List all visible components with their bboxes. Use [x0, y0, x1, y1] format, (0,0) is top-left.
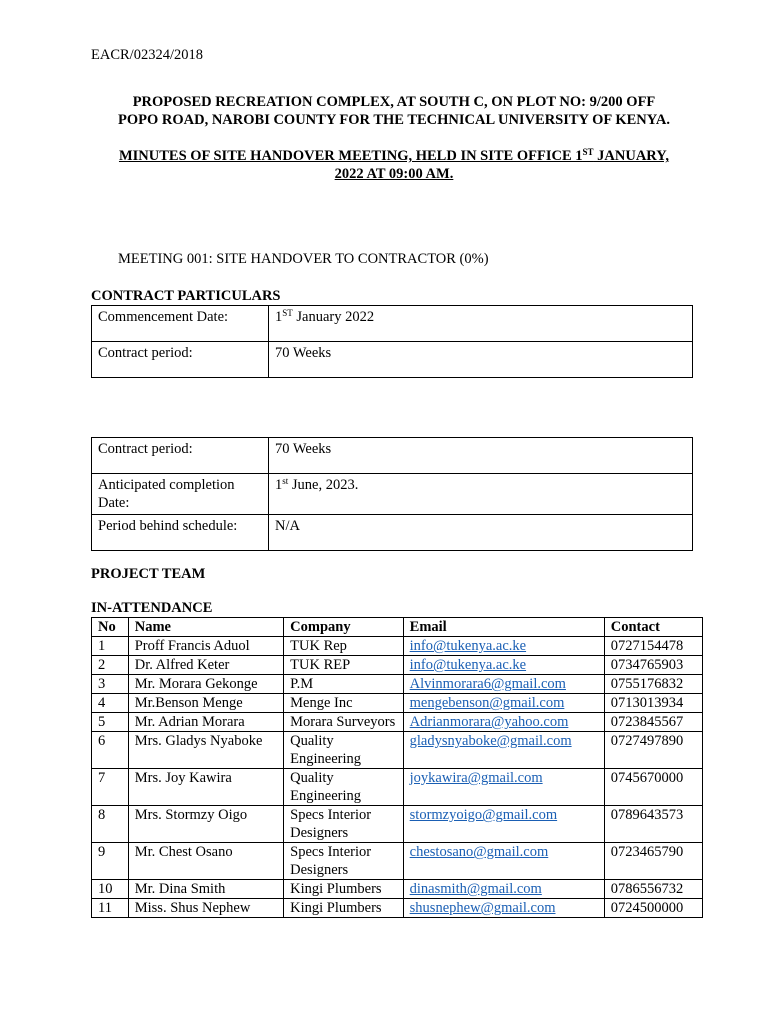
- attendance-row: [92, 843, 703, 880]
- attendance-contact: 0786556732: [604, 880, 702, 899]
- contract-value-sup: ST: [282, 308, 293, 318]
- attendance-email-link[interactable]: shusnephew@gmail.com: [409, 900, 556, 917]
- minutes-title-line2: 2022 AT 09:00 AM.: [334, 166, 454, 183]
- contract-label: Contract period:: [92, 438, 269, 474]
- contract-row: [92, 306, 693, 342]
- attendance-row: [92, 694, 703, 713]
- attendance-email-cell: [403, 769, 604, 806]
- contract-value: [269, 306, 693, 342]
- attendance-email-link[interactable]: dinasmith@gmail.com: [409, 881, 542, 898]
- attendance-no: 1: [92, 637, 129, 656]
- attendance-company: Specs Interior Designers: [284, 806, 404, 843]
- attendance-row: [92, 769, 703, 806]
- attendance-company: Morara Surveyors: [284, 713, 404, 732]
- attendance-row: [92, 713, 703, 732]
- project-title-line1: PROPOSED RECREATION COMPLEX, AT SOUTH C, ON PLOT NO: 9/200 OFF: [132, 94, 656, 110]
- attendance-row: [92, 656, 703, 675]
- contract-value-text: 1: [275, 477, 283, 493]
- contract-particulars-heading: CONTRACT PARTICULARS: [91, 288, 281, 304]
- attendance-email-link[interactable]: mengebenson@gmail.com: [409, 695, 565, 712]
- attendance-name: Mr. Chest Osano: [128, 843, 283, 880]
- attendance-contact: 0723465790: [604, 843, 702, 880]
- contract-value: [269, 515, 693, 551]
- attendance-email-cell: [403, 694, 604, 713]
- attendance-email-link[interactable]: chestosano@gmail.com: [409, 844, 549, 861]
- attendance-header-cell: Company: [284, 618, 404, 637]
- attendance-email-cell: [403, 713, 604, 732]
- contract-row: [92, 342, 693, 378]
- contract-value: [269, 438, 693, 474]
- attendance-name: Mrs. Joy Kawira: [128, 769, 283, 806]
- attendance-no: 7: [92, 769, 129, 806]
- attendance-name: Mr. Morara Gekonge: [128, 675, 283, 694]
- attendance-row: [92, 880, 703, 899]
- contract-value-text: 70 Weeks: [275, 441, 332, 457]
- minutes-title-sup: ST: [582, 147, 594, 157]
- contract-value: [269, 342, 693, 378]
- attendance-contact: 0745670000: [604, 769, 702, 806]
- minutes-title-line1: [80, 147, 708, 165]
- attendance-email-cell: [403, 843, 604, 880]
- attendance-company: Kingi Plumbers: [284, 899, 404, 918]
- attendance-email-link[interactable]: info@tukenya.ac.ke: [409, 657, 527, 674]
- contract-value-text: 1: [275, 309, 283, 325]
- attendance-header-cell: Email: [403, 618, 604, 637]
- attendance-row: [92, 637, 703, 656]
- contract-label: Anticipated completion Date:: [92, 474, 269, 515]
- project-title-line2: POPO ROAD, NAROBI COUNTY FOR THE TECHNICAL UNIVERSITY OF KENYA.: [117, 112, 670, 129]
- attendance-name: Dr. Alfred Keter: [128, 656, 283, 675]
- attendance-email-link[interactable]: info@tukenya.ac.ke: [409, 638, 527, 655]
- document-reference: EACR/02324/2018: [91, 47, 203, 63]
- attendance-no: 5: [92, 713, 129, 732]
- attendance-email-link[interactable]: Adrianmorara@yahoo.com: [409, 714, 569, 731]
- attendance-no: 2: [92, 656, 129, 675]
- attendance-email-cell: [403, 732, 604, 769]
- attendance-company: Quality Engineering: [284, 732, 404, 769]
- contract-row: [92, 474, 693, 515]
- attendance-name: Mr. Dina Smith: [128, 880, 283, 899]
- attendance-email-link[interactable]: joykawira@gmail.com: [409, 770, 543, 787]
- attendance-contact: 0727497890: [604, 732, 702, 769]
- contract-label: Commencement Date:: [92, 306, 269, 342]
- minutes-title-text: MINUTES OF SITE HANDOVER MEETING, HELD IN SITE OFFICE 1: [118, 148, 583, 164]
- attendance-company: Menge Inc: [284, 694, 404, 713]
- attendance-row: [92, 732, 703, 769]
- attendance-company: P.M: [284, 675, 404, 694]
- attendance-name: Mrs. Stormzy Oigo: [128, 806, 283, 843]
- contract-label: Period behind schedule:: [92, 515, 269, 551]
- project-team-heading: PROJECT TEAM: [91, 566, 206, 582]
- attendance-no: 10: [92, 880, 129, 899]
- attendance-email-cell: [403, 637, 604, 656]
- contract-row: [92, 515, 693, 551]
- attendance-email-cell: [403, 675, 604, 694]
- attendance-name: Mrs. Gladys Nyaboke: [128, 732, 283, 769]
- attendance-email-link[interactable]: Alvinmorara6@gmail.com: [409, 676, 566, 693]
- contract-particulars-table: [91, 305, 693, 378]
- attendance-contact: 0789643573: [604, 806, 702, 843]
- project-title: [80, 93, 708, 129]
- attendance-name: Mr.Benson Menge: [128, 694, 283, 713]
- contract-value-text-end: January 2022: [292, 309, 375, 325]
- attendance-company: Kingi Plumbers: [284, 880, 404, 899]
- attendance-no: 9: [92, 843, 129, 880]
- attendance-no: 8: [92, 806, 129, 843]
- attendance-name: Miss. Shus Nephew: [128, 899, 283, 918]
- attendance-email-link[interactable]: gladysnyaboke@gmail.com: [409, 733, 572, 750]
- attendance-contact: 0734765903: [604, 656, 702, 675]
- attendance-no: 6: [92, 732, 129, 769]
- attendance-company: TUK Rep: [284, 637, 404, 656]
- attendance-no: 3: [92, 675, 129, 694]
- attendance-table: [91, 617, 703, 918]
- attendance-company: Specs Interior Designers: [284, 843, 404, 880]
- attendance-contact: 0723845567: [604, 713, 702, 732]
- attendance-name: Proff Francis Aduol: [128, 637, 283, 656]
- in-attendance-heading: IN-ATTENDANCE: [91, 600, 213, 616]
- attendance-email-cell: [403, 656, 604, 675]
- minutes-title-text-end: JANUARY,: [593, 148, 670, 164]
- contract-row: [92, 438, 693, 474]
- attendance-contact: 0755176832: [604, 675, 702, 694]
- attendance-email-link[interactable]: stormzyoigo@gmail.com: [409, 807, 558, 824]
- attendance-contact: 0724500000: [604, 899, 702, 918]
- attendance-email-cell: [403, 880, 604, 899]
- attendance-row: [92, 899, 703, 918]
- minutes-title: [80, 147, 708, 183]
- contract-value-text: N/A: [275, 518, 300, 535]
- meeting-line: MEETING 001: SITE HANDOVER TO CONTRACTOR (0%): [118, 251, 489, 267]
- contract-value: [269, 474, 693, 515]
- attendance-no: 11: [92, 899, 129, 918]
- attendance-header-cell: Contact: [604, 618, 702, 637]
- attendance-header-cell: No: [92, 618, 129, 637]
- attendance-company: TUK REP: [284, 656, 404, 675]
- attendance-header-row: [92, 618, 703, 637]
- attendance-company: Quality Engineering: [284, 769, 404, 806]
- attendance-no: 4: [92, 694, 129, 713]
- contract-status-table: [91, 437, 693, 551]
- attendance-name: Mr. Adrian Morara: [128, 713, 283, 732]
- attendance-contact: 0727154478: [604, 637, 702, 656]
- attendance-email-cell: [403, 806, 604, 843]
- contract-value-text: 70 Weeks: [275, 345, 332, 361]
- attendance-contact: 0713013934: [604, 694, 702, 713]
- attendance-header-cell: Name: [128, 618, 283, 637]
- contract-value-sup: st: [282, 476, 289, 486]
- attendance-row: [92, 675, 703, 694]
- contract-value-text-end: June, 2023.: [288, 477, 359, 493]
- attendance-row: [92, 806, 703, 843]
- attendance-email-cell: [403, 899, 604, 918]
- contract-label: Contract period:: [92, 342, 269, 378]
